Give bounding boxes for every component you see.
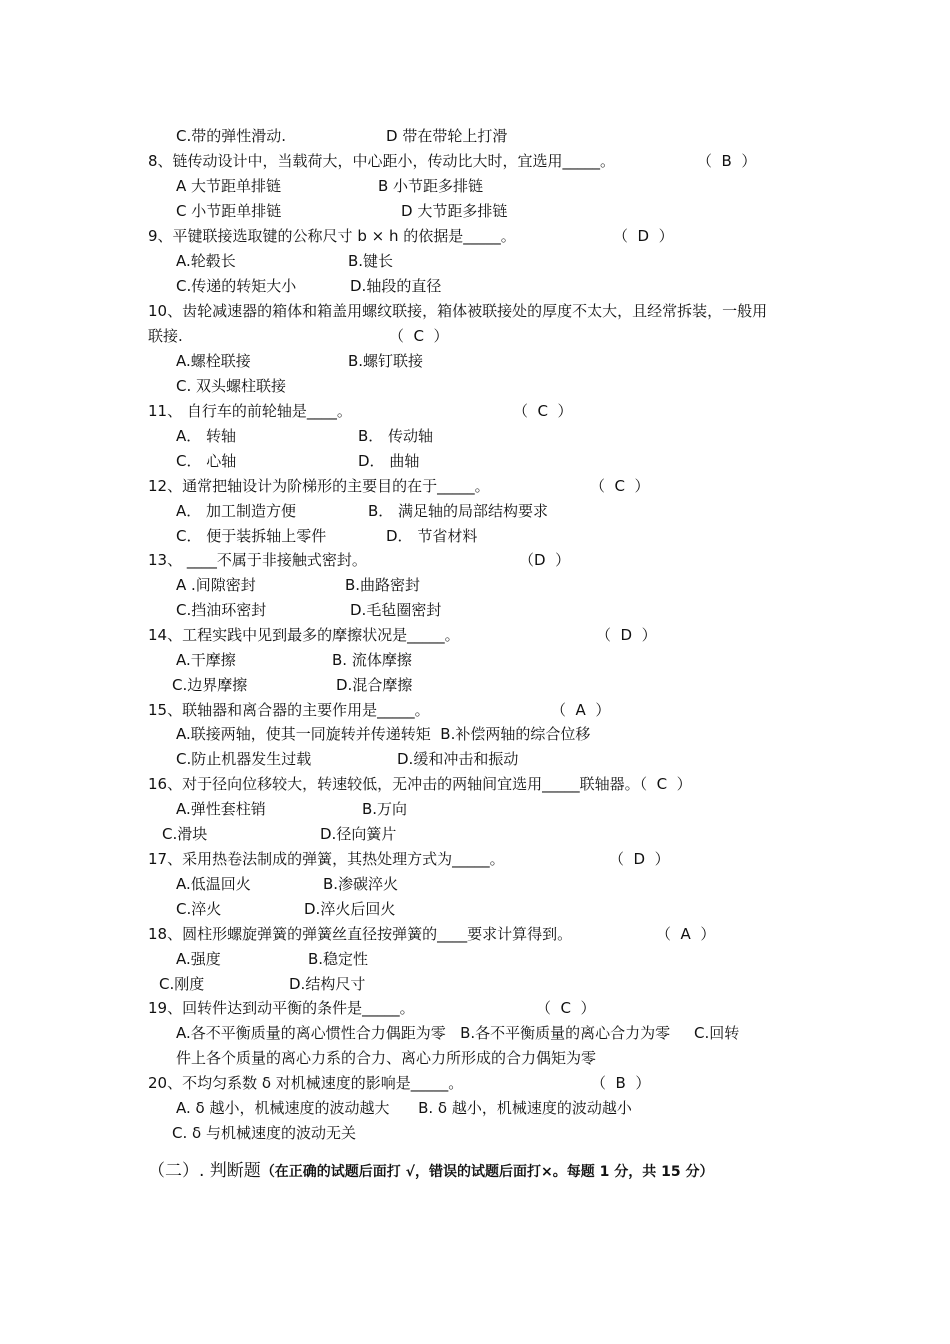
text-line: 12、通常把轴设计为阶梯形的主要目的在于_____。 xyxy=(148,477,490,495)
text-line: （D ） xyxy=(519,551,571,569)
text-line: （ D ） xyxy=(609,850,670,868)
text-line: D 大节距多排链 xyxy=(401,202,508,220)
text-line: （ D ） xyxy=(613,227,674,245)
text-line: A.轮毂长 xyxy=(176,252,236,270)
text-line: A． 转轴 xyxy=(176,427,237,445)
text-line: 19、回转件达到动平衡的条件是_____。 xyxy=(148,999,415,1017)
text-line: 14、工程实践中见到最多的摩擦状况是_____。 xyxy=(148,626,460,644)
text-line: B.稳定性 xyxy=(308,950,369,968)
text-line: （ B ） xyxy=(591,1074,651,1092)
text-line: C． 便于装拆轴上零件 xyxy=(176,527,327,545)
text-line: D.结构尺寸 xyxy=(289,975,366,993)
text-line: B.渗碳淬火 xyxy=(323,875,399,893)
text-line: C.传递的转矩大小 xyxy=(176,277,297,295)
text-line: C.带的弹性滑动. xyxy=(176,127,287,145)
text-line: A.强度 xyxy=(176,950,221,968)
text-line: B 小节距多排链 xyxy=(378,177,484,195)
text-line: 16、对于径向位移较大，转速较低，无冲击的两轴间宜选用_____联轴器。（ C ） xyxy=(148,775,692,793)
text-line: 8、链传动设计中，当载荷大，中心距小，传动比大时，宜选用_____。 xyxy=(148,152,616,170)
text-line: D.淬火后回火 xyxy=(304,900,396,918)
text-line: A.干摩擦 xyxy=(176,651,236,669)
text-line: （ D ） xyxy=(596,626,657,644)
section-heading-true-false xyxy=(148,1160,713,1183)
text-line: D． 曲轴 xyxy=(358,452,420,470)
text-line: A.联接两轴，使其一同旋转并传递转矩 B.补偿两轴的综合位移 xyxy=(176,725,591,743)
text-line: 件上各个质量的离心力系的合力、离心力所形成的合力偶矩为零 xyxy=(176,1049,597,1067)
text-line: 10、齿轮减速器的箱体和箱盖用螺纹联接，箱体被联接处的厚度不太大，且经常拆装，一般用 xyxy=(148,302,768,320)
text-line: C.边界摩擦 xyxy=(172,676,248,694)
text-line: A.螺栓联接 xyxy=(176,352,251,370)
text-line: A.各不平衡质量的离心惯性合力偶距为零 B.各不平衡质量的离心合力为零 C.回转 xyxy=(176,1024,740,1042)
text-line: A .间隙密封 xyxy=(176,576,256,594)
text-line: 15、联轴器和离合器的主要作用是_____。 xyxy=(148,701,430,719)
text-line: 联接. xyxy=(148,327,183,345)
text-line: B.曲路密封 xyxy=(345,576,421,594)
text-line: 11、 自行车的前轮轴是____。 xyxy=(148,402,352,420)
text-line: （ C ） xyxy=(536,999,596,1017)
text-line: D． 节省材料 xyxy=(386,527,478,545)
text-line: （ C ） xyxy=(513,402,573,420)
text-line: D.混合摩擦 xyxy=(336,676,413,694)
text-line: A 大节距单排链 xyxy=(176,177,282,195)
text-line: A.低温回火 xyxy=(176,875,251,893)
text-line: C． 心轴 xyxy=(176,452,237,470)
text-line: （ A ） xyxy=(656,925,716,943)
text-line: B． 满足轴的局部结构要求 xyxy=(368,502,549,520)
section-title: （二）. 判断题 xyxy=(148,1161,261,1181)
text-line: 17、采用热卷法制成的弹簧，其热处理方式为_____。 xyxy=(148,850,505,868)
text-line: D.毛毡圈密封 xyxy=(350,601,442,619)
text-line: A. δ 越小，机械速度的波动越大 B. δ 越小，机械速度的波动越小 xyxy=(176,1099,632,1117)
text-line: 20、不均匀系数 δ 对机械速度的影响是_____。 xyxy=(148,1074,464,1092)
text-line: C. δ 与机械速度的波动无关 xyxy=(172,1124,356,1142)
text-line: C.淬火 xyxy=(176,900,222,918)
text-line: B.万向 xyxy=(362,800,408,818)
text-line: D.径向簧片 xyxy=(320,825,397,843)
text-line: B.键长 xyxy=(348,252,394,270)
text-line: A.弹性套柱销 xyxy=(176,800,266,818)
text-line: 13、 ____不属于非接触式密封。 xyxy=(148,551,367,569)
text-line: D.轴段的直径 xyxy=(350,277,442,295)
text-line: C.挡油环密封 xyxy=(176,601,267,619)
text-line: A． 加工制造方便 xyxy=(176,502,297,520)
section-instructions: （在正确的试题后面打 √，错误的试题后面打×。每题 1 分，共 15 分） xyxy=(260,1164,714,1180)
text-line: B. 流体摩擦 xyxy=(332,651,412,669)
text-line: C.防止机器发生过载 xyxy=(176,750,312,768)
text-line: C. 双头螺柱联接 xyxy=(176,377,287,395)
text-line: C.刚度 xyxy=(159,975,205,993)
text-line: （ C ） xyxy=(389,327,449,345)
text-line: （ C ） xyxy=(590,477,650,495)
text-line: C 小节距单排链 xyxy=(176,202,282,220)
text-line: 9、平键联接选取键的公称尺寸 b × h 的依据是_____。 xyxy=(148,227,516,245)
text-line: D 带在带轮上打滑 xyxy=(386,127,508,145)
text-line: B． 传动轴 xyxy=(358,427,434,445)
text-line: D.缓和冲击和振动 xyxy=(397,750,519,768)
text-line: （ A ） xyxy=(551,701,611,719)
text-line: B.螺钉联接 xyxy=(348,352,424,370)
text-line: （ B ） xyxy=(697,152,757,170)
text-line: 18、圆柱形螺旋弹簧的弹簧丝直径按弹簧的____要求计算得到。 xyxy=(148,925,573,943)
text-line: C.滑块 xyxy=(162,825,208,843)
